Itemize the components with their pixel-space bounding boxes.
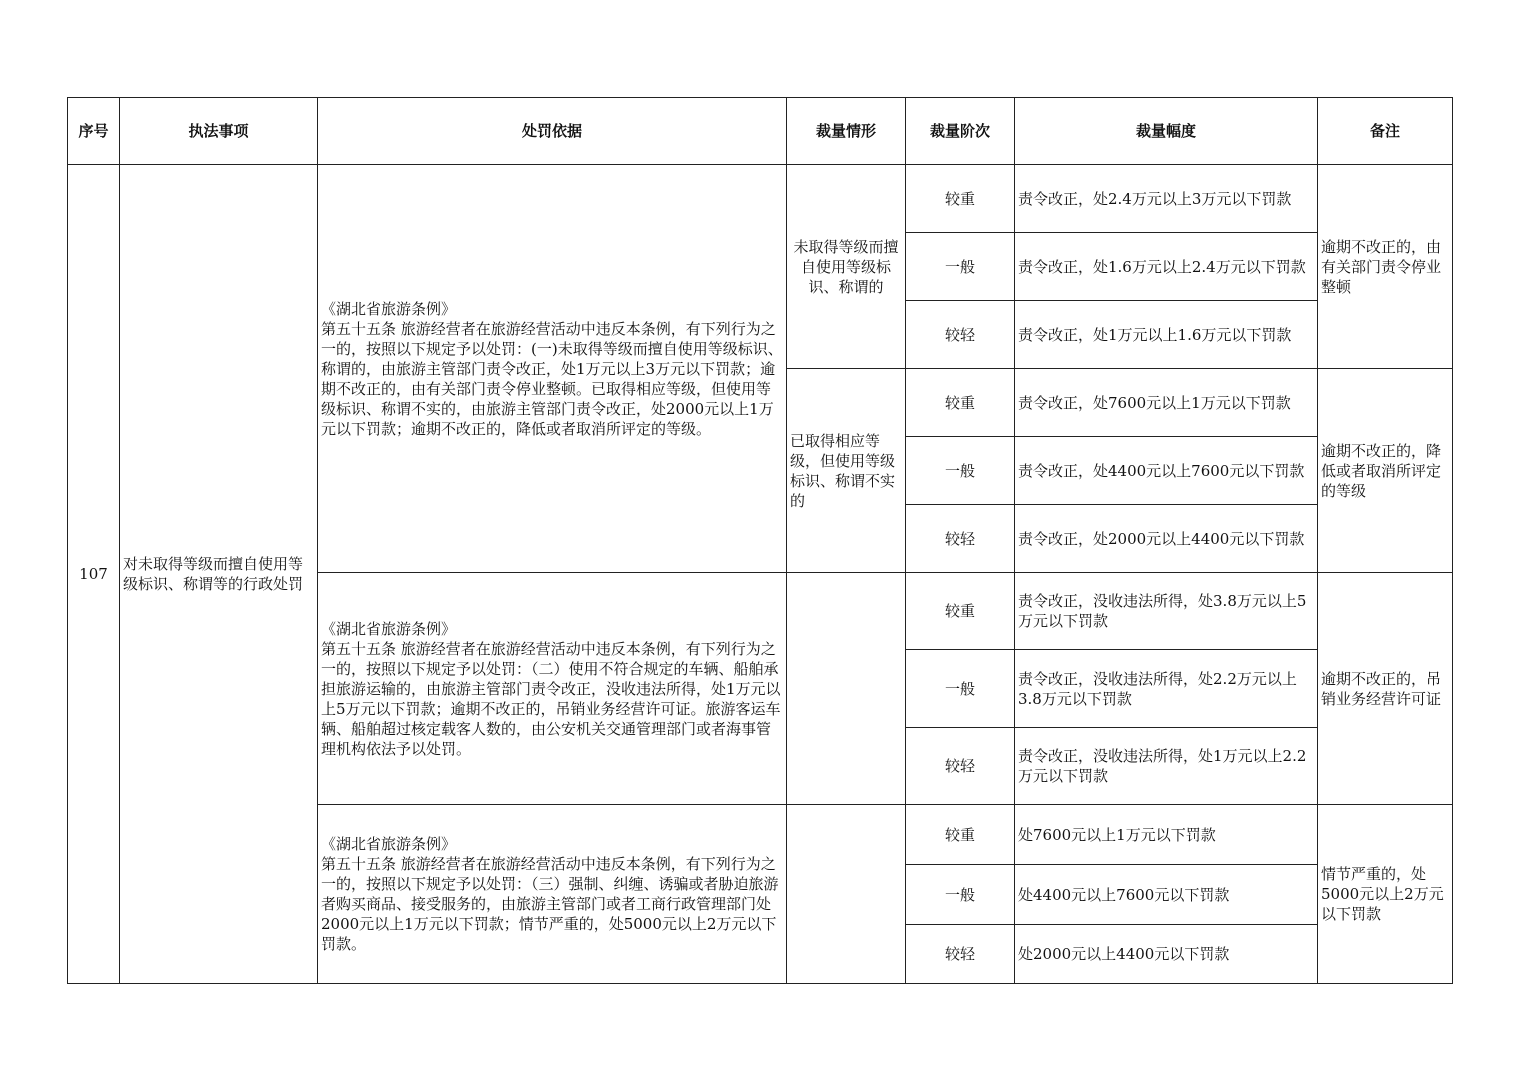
- basis-cell: 《湖北省旅游条例》 第五十五条 旅游经营者在旅游经营活动中违反本条例，有下列行为之一的，按照以下规定予以处罚：（三）强制、纠缠、诱骗或者胁迫旅游者购买商品、接受服务的，由旅游主管部门或者工商行政管理部门处2000元以上1万元以下罚款；情节严重的，处5000元以上2万元以下罚款。: [318, 805, 787, 984]
- header-note: 备注: [1318, 98, 1453, 165]
- level-cell: 较轻: [906, 301, 1015, 369]
- level-cell: 较重: [906, 369, 1015, 437]
- note-cell: 逾期不改正的，由有关部门责令停业整顿: [1318, 165, 1453, 369]
- range-cell: 责令改正，处1.6万元以上2.4万元以下罚款: [1015, 233, 1318, 301]
- header-situation: 裁量情形: [787, 98, 906, 165]
- range-cell: 责令改正，处2000元以上4400元以下罚款: [1015, 505, 1318, 573]
- level-cell: 一般: [906, 233, 1015, 301]
- range-cell: 责令改正，处4400元以上7600元以下罚款: [1015, 437, 1318, 505]
- note-cell: 逾期不改正的，降低或者取消所评定的等级: [1318, 369, 1453, 573]
- range-cell: 责令改正，处2.4万元以上3万元以下罚款: [1015, 165, 1318, 233]
- header-seq: 序号: [68, 98, 120, 165]
- basis-cell: 《湖北省旅游条例》 第五十五条 旅游经营者在旅游经营活动中违反本条例，有下列行为之一的，按照以下规定予以处罚：（二）使用不符合规定的车辆、船舶承担旅游运输的，由旅游主管部门责令改正，没收违法所得，处1万元以上5万元以下罚款；逾期不改正的，吊销业务经营许可证。旅游客运车辆、船舶超过核定载客人数的，由公安机关交通管理部门或者海事管理机构依法予以处罚。: [318, 573, 787, 805]
- range-cell: 责令改正，处1万元以上1.6万元以下罚款: [1015, 301, 1318, 369]
- penalty-discretion-table: [67, 97, 1453, 984]
- note-cell: 逾期不改正的，吊销业务经营许可证: [1318, 573, 1453, 805]
- basis-cell: 《湖北省旅游条例》 第五十五条 旅游经营者在旅游经营活动中违反本条例，有下列行为之一的，按照以下规定予以处罚：(一)未取得等级而擅自使用等级标识、称谓的，由旅游主管部门责令改正，处1万元以上3万元以下罚款；逾期不改正的，由有关部门责令停业整顿。已取得相应等级，但使用等级标识、称谓不实的，由旅游主管部门责令改正，处2000元以上1万元以下罚款；逾期不改正的，降低或者取消所评定的等级。: [318, 165, 787, 573]
- level-cell: 较重: [906, 805, 1015, 865]
- note-cell: 情节严重的，处5000元以上2万元以下罚款: [1318, 805, 1453, 984]
- range-cell: 处4400元以上7600元以下罚款: [1015, 865, 1318, 925]
- level-cell: 一般: [906, 650, 1015, 728]
- header-level: 裁量阶次: [906, 98, 1015, 165]
- level-cell: 较重: [906, 573, 1015, 650]
- header-item: 执法事项: [120, 98, 318, 165]
- range-cell: 处2000元以上4400元以下罚款: [1015, 925, 1318, 984]
- situation-cell: [787, 573, 906, 805]
- situation-cell: [787, 805, 906, 984]
- item-cell: 对未取得等级而擅自使用等级标识、称谓等的行政处罚: [120, 165, 318, 984]
- level-cell: 较轻: [906, 505, 1015, 573]
- header-row: [68, 98, 1453, 165]
- situation-cell: 未取得等级而擅自使用等级标识、称谓的: [787, 165, 906, 369]
- level-cell: 较轻: [906, 925, 1015, 984]
- table-row: [68, 165, 1453, 233]
- seq-cell: 107: [68, 165, 120, 984]
- range-cell: 责令改正，没收违法所得，处3.8万元以上5万元以下罚款: [1015, 573, 1318, 650]
- range-cell: 责令改正，处7600元以上1万元以下罚款: [1015, 369, 1318, 437]
- situation-cell: 已取得相应等级，但使用等级标识、称谓不实的: [787, 369, 906, 573]
- level-cell: 一般: [906, 865, 1015, 925]
- level-cell: 较轻: [906, 728, 1015, 805]
- level-cell: 较重: [906, 165, 1015, 233]
- range-cell: 责令改正，没收违法所得，处2.2万元以上3.8万元以下罚款: [1015, 650, 1318, 728]
- range-cell: 责令改正，没收违法所得，处1万元以上2.2万元以下罚款: [1015, 728, 1318, 805]
- header-range: 裁量幅度: [1015, 98, 1318, 165]
- range-cell: 处7600元以上1万元以下罚款: [1015, 805, 1318, 865]
- level-cell: 一般: [906, 437, 1015, 505]
- header-basis: 处罚依据: [318, 98, 787, 165]
